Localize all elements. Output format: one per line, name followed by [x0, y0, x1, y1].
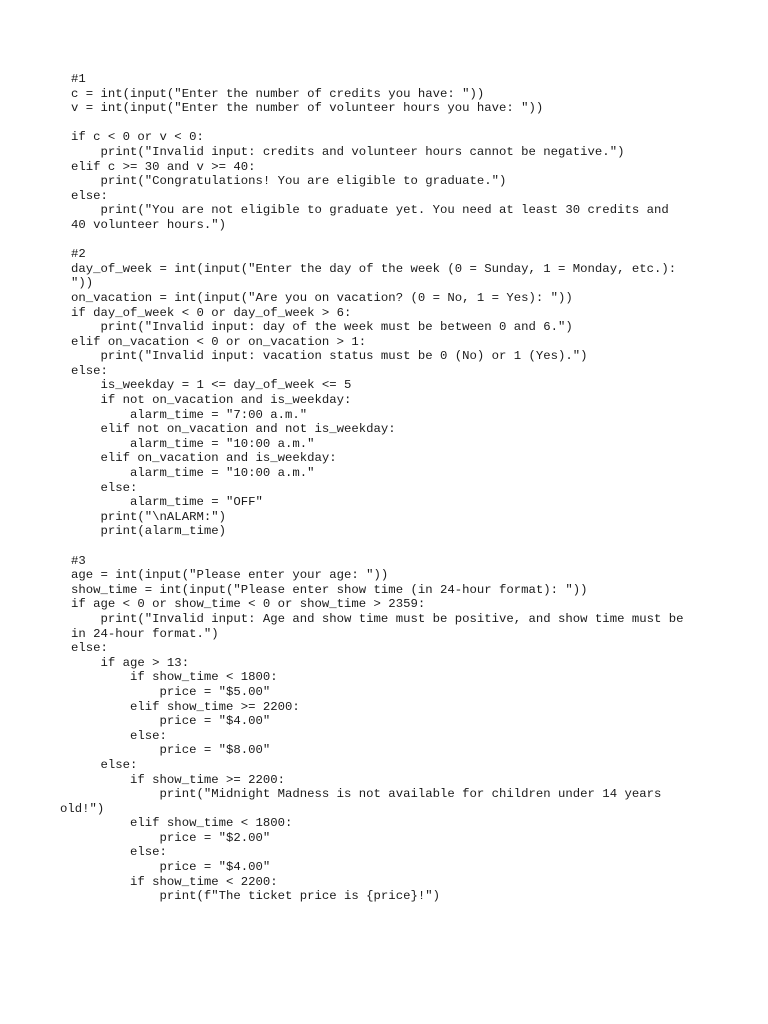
code-line: print(alarm_time)	[71, 524, 226, 539]
code-line: elif show_time >= 2200:	[71, 699, 300, 714]
code-line: elif on_vacation < 0 or on_vacation > 1:	[71, 334, 367, 349]
code-line: alarm_time = "7:00 a.m."	[71, 407, 308, 422]
code-line: if day_of_week < 0 or day_of_week > 6:	[71, 305, 352, 320]
code-line: elif show_time < 1800:	[71, 816, 293, 831]
code-line: print("You are not eligible to graduate yet. You need at least 30 credits and	[71, 203, 669, 218]
code-line: if age < 0 or show_time < 0 or show_time > 2359:	[71, 597, 426, 612]
code-line: alarm_time = "10:00 a.m."	[71, 436, 315, 451]
code-line: print("Invalid input: vacation status must be 0 (No) or 1 (Yes).")	[71, 349, 588, 364]
code-line: age = int(input("Please enter your age: "))	[71, 568, 389, 583]
code-line: old!")	[60, 801, 105, 816]
code-line: elif c >= 30 and v >= 40:	[71, 159, 256, 174]
code-line: else:	[71, 480, 138, 495]
code-line: 40 volunteer hours.")	[71, 217, 226, 232]
code-line: print("Invalid input: day of the week must be between 0 and 6.")	[71, 320, 573, 335]
code-line: elif on_vacation and is_weekday:	[71, 451, 337, 466]
code-line: print("Congratulations! You are eligible to graduate.")	[71, 174, 507, 189]
code-line: if show_time >= 2200:	[71, 772, 286, 787]
code-line: alarm_time = "10:00 a.m."	[71, 466, 315, 481]
code-line: print("Invalid input: credits and volunteer hours cannot be negative.")	[71, 144, 625, 159]
code-line: else:	[71, 757, 138, 772]
code-line: "))	[71, 276, 94, 291]
code-line: c = int(input("Enter the number of credits you have: "))	[71, 86, 485, 101]
code-line: price = "$4.00"	[71, 714, 271, 729]
code-line: print(f"The ticket price is {price}!")	[71, 889, 440, 904]
code-line: show_time = int(input("Please enter show time (in 24-hour format): "))	[71, 582, 588, 597]
code-line: day_of_week = int(input("Enter the day of the week (0 = Sunday, 1 = Monday, etc.):	[71, 261, 677, 276]
code-line: on_vacation = int(input("Are you on vacation? (0 = No, 1 = Yes): "))	[71, 290, 573, 305]
code-line: if age > 13:	[71, 655, 190, 670]
code-line: print("Midnight Madness is not available for children under 14 years	[71, 787, 662, 802]
code-line: print("Invalid input: Age and show time must be positive, and show time must be	[71, 611, 684, 626]
code-line: print("\nALARM:")	[71, 509, 226, 524]
code-line: if show_time < 2200:	[71, 874, 278, 889]
code-line: price = "$4.00"	[71, 860, 271, 875]
code-line: is_weekday = 1 <= day_of_week <= 5	[71, 378, 352, 393]
code-line: #2	[71, 247, 86, 262]
blank-line	[71, 539, 711, 554]
code-line: price = "$2.00"	[71, 830, 271, 845]
code-line: else:	[71, 363, 108, 378]
code-line: price = "$5.00"	[71, 684, 271, 699]
blank-line	[71, 116, 711, 131]
code-line: else:	[71, 845, 167, 860]
code-line: #1	[71, 72, 86, 86]
code-line: if c < 0 or v < 0:	[71, 130, 204, 145]
code-line: else:	[71, 728, 167, 743]
code-document	[60, 72, 711, 904]
code-line: in 24-hour format.")	[71, 626, 219, 641]
code-line: #3	[71, 553, 86, 568]
code-line: elif not on_vacation and not is_weekday:	[71, 422, 396, 437]
code-line: v = int(input("Enter the number of volunteer hours you have: "))	[71, 101, 544, 116]
code-line: price = "$8.00"	[71, 743, 271, 758]
code-line: if show_time < 1800:	[71, 670, 278, 685]
code-line: else:	[71, 188, 108, 203]
code-line: if not on_vacation and is_weekday:	[71, 393, 352, 408]
blank-line	[71, 233, 711, 248]
code-line: alarm_time = "OFF"	[71, 495, 263, 510]
code-line: else:	[71, 641, 108, 656]
